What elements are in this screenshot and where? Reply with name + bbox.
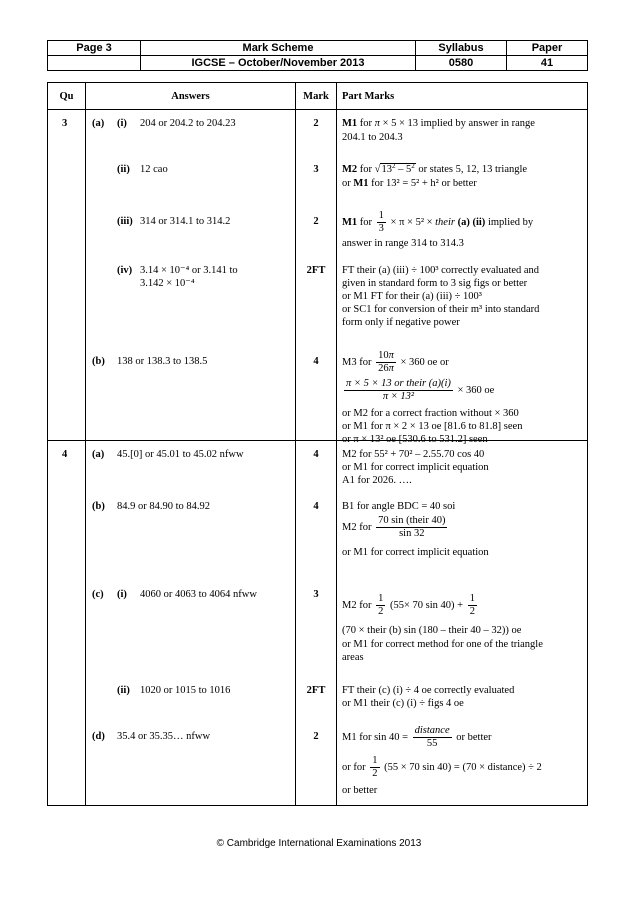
answer-text: 3.14 × 10⁻⁴ or 3.141 to: [140, 265, 238, 276]
part-marks-line: FT their (a) (iii) ÷ 100³ correctly evaluated and: [342, 265, 540, 276]
part-label: (b): [92, 501, 105, 512]
part-marks-line: M2 for $\frac{\text{70 sin (their 40)}}{\sin 32}$: [342, 515, 446, 539]
question-4-row: [48, 441, 588, 806]
part-marks-line: M3 for $\frac{10\pi}{26\pi}$ × 360 oe or: [342, 350, 449, 374]
mark-value: 2FT: [306, 685, 326, 696]
answer-text: 4060 or 4063 to 4064 nfww: [140, 589, 257, 600]
part-marks-line: $\frac{\text{π × 5 × 13 or their (a)(i)}}{\text{π × 13²}}$ × 360 oe: [346, 378, 495, 402]
mark-value: 2: [313, 731, 319, 742]
part-marks-line: M1 for π × 5 × 13 implied by answer in range: [342, 118, 535, 129]
mark-value: 4: [313, 356, 319, 367]
col-mark: Mark: [296, 83, 337, 110]
answer-text: 314 or 314.1 to 314.2: [140, 216, 231, 227]
part-marks-line: or M1 FT for their (a) (iii) ÷ 100³: [342, 291, 482, 302]
part-marks-line: M1 for $\frac{1}{3}$ × π × 5² × their (a) (ii) implied by: [342, 210, 534, 234]
col-qu: Qu: [48, 83, 86, 110]
subpart-label: (i): [117, 589, 127, 600]
question-3-row: [48, 110, 588, 441]
part-marks-line: or M1 for correct implicit equation: [342, 462, 489, 473]
subpart-label: (ii): [117, 685, 130, 696]
mark-scheme-label: Mark Scheme: [141, 41, 416, 56]
part-marks-line: (70 × their (b) sin (180 – their 40 – 32)) oe: [342, 625, 522, 636]
part-marks-line: or π × 13² oe [530.6 to 531.2] seen: [342, 434, 488, 445]
subpart-label: (ii): [117, 164, 130, 175]
subpart-label: (iv): [117, 265, 133, 276]
answer-text: 1020 or 1015 to 1016: [140, 685, 231, 696]
mark-value: 2: [313, 216, 319, 227]
part-marks-line: B1 for angle BDC = 40 soi: [342, 501, 456, 512]
mark-value: 3: [313, 589, 319, 600]
answer-text: 3.142 × 10⁻⁴: [140, 278, 195, 289]
mark-value: 2: [313, 118, 319, 129]
mark-value: 4: [313, 449, 319, 460]
mark-scheme-table: [47, 82, 588, 806]
question-number: 3: [62, 118, 68, 129]
part-marks-line: or SC1 for conversion of their m³ into standard: [342, 304, 540, 315]
part-marks-line: M2 for $\frac{1}{2}$ (55× 70 sin 40) + $\frac{1}{2}$: [342, 593, 475, 617]
part-marks-line: or M1 for π × 2 × 13 oe [81.6 to 81.8] seen: [342, 421, 523, 432]
part-marks-line: or M1 for 13² = 5² + h² or better: [342, 178, 477, 189]
answer-text: 12 cao: [140, 164, 168, 175]
answer-text: 35.4 or 35.35… nfww: [117, 731, 211, 742]
part-label: (c): [92, 589, 104, 600]
col-answers: Answers: [86, 83, 296, 110]
syllabus-label: Syllabus: [416, 41, 507, 56]
col-part-marks: Part Marks: [337, 83, 588, 110]
mark-value: 2FT: [306, 265, 326, 276]
part-marks-line: A1 for 2026. ….: [342, 475, 412, 486]
part-marks-line: form only if negative power: [342, 317, 460, 328]
mark-value: 4: [313, 501, 319, 512]
paper-number: 41: [507, 56, 588, 71]
part-label: (d): [92, 731, 105, 742]
part-label: (a): [92, 118, 105, 129]
part-marks-line: 204.1 to 204.3: [342, 132, 403, 143]
part-marks-line: or M2 for a correct fraction without × 360: [342, 408, 519, 419]
part-marks-line: or for $\frac{1}{2}$ (55 × 70 sin 40) = (70 × distance) ÷ 2: [342, 755, 542, 779]
part-marks-line: answer in range 314 to 314.3: [342, 238, 464, 249]
part-marks-line: or M1 their (c) (i) ÷ figs 4 oe: [342, 698, 464, 709]
mark-value: 3: [313, 164, 319, 175]
part-label: (b): [92, 356, 105, 367]
part-marks-line: FT their (c) (i) ÷ 4 oe correctly evaluated: [342, 685, 515, 696]
copyright-footer: © Cambridge International Examinations 2013: [216, 838, 422, 849]
answer-text: 84.9 or 84.90 to 84.92: [117, 501, 211, 512]
part-marks-line: M2 for $√13^2 - 5^2$ or states 5, 12, 13 triangle: [342, 162, 528, 175]
part-marks-line: given in standard form to 3 sig figs or better: [342, 278, 528, 289]
paper-label: Paper: [507, 41, 588, 56]
part-label: (a): [92, 449, 105, 460]
part-marks-line: or M1 for correct implicit equation: [342, 547, 489, 558]
part-marks-line: M1 for sin 40 = $\frac{\text{distance}}{55}$ or better: [342, 725, 492, 749]
page-label: Page 3: [48, 41, 141, 56]
part-marks-line: areas: [342, 652, 364, 663]
part-marks-line: or better: [342, 785, 378, 796]
subpart-label: (i): [117, 118, 127, 129]
part-marks-line: M2 for 55² + 70² – 2.55.70 cos 40: [342, 449, 485, 460]
header-table: [47, 40, 588, 71]
part-marks-line: or M1 for correct method for one of the triangle: [342, 639, 543, 650]
question-number: 4: [62, 449, 68, 460]
answer-text: 204 or 204.2 to 204.23: [140, 118, 236, 129]
answer-text: 45.[0] or 45.01 to 45.02 nfww: [117, 449, 244, 460]
exam-session: IGCSE – October/November 2013: [141, 56, 416, 71]
subpart-label: (iii): [117, 216, 133, 227]
syllabus-code: 0580: [416, 56, 507, 71]
answer-text: 138 or 138.3 to 138.5: [117, 356, 208, 367]
